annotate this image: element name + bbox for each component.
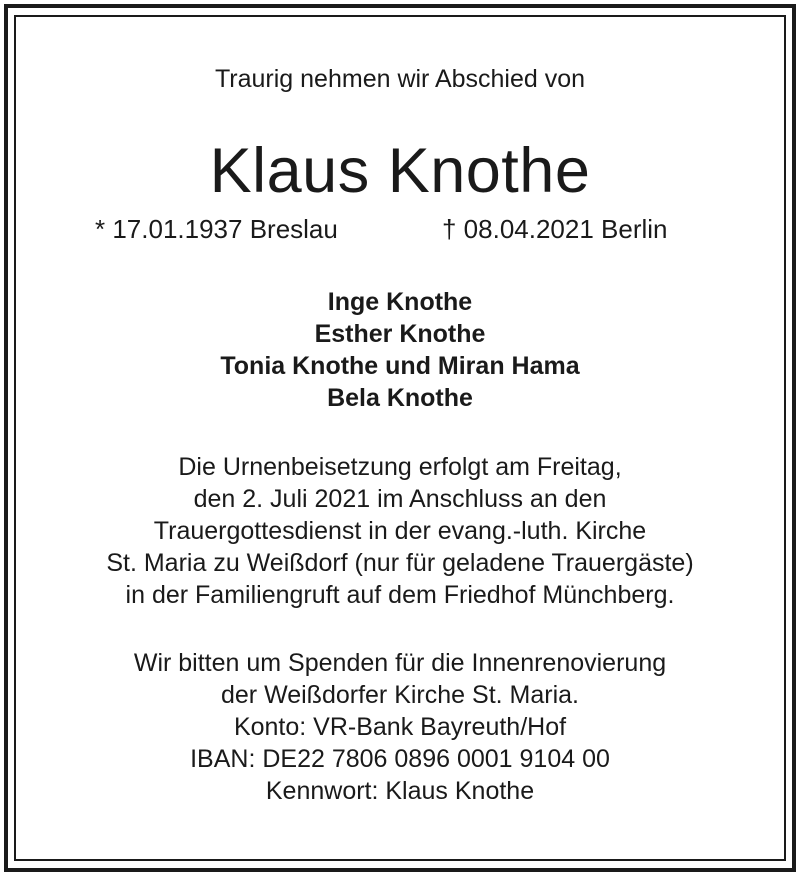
- deceased-name: Klaus Knothe: [209, 136, 591, 206]
- burial-line: St. Maria zu Weißdorf (nur für geladene Trauergäste): [106, 549, 694, 577]
- family-member: Tonia Knothe und Miran Hama: [220, 352, 580, 380]
- intro-line: Traurig nehmen wir Abschied von: [214, 65, 586, 93]
- donation-line: IBAN: DE22 7806 0896 0001 9104 00: [190, 745, 610, 773]
- family-member: Esther Knothe: [314, 320, 486, 348]
- death-date: † 08.04.2021 Berlin: [442, 214, 668, 244]
- donation-paragraph: [0, 647, 800, 807]
- donation-line: Wir bitten um Spenden für die Innenrenovierung: [133, 649, 667, 677]
- donation-line: Kennwort: Klaus Knothe: [265, 777, 535, 805]
- burial-line: den 2. Juli 2021 im Anschluss an den: [193, 485, 607, 513]
- burial-line: Die Urnenbeisetzung erfolgt am Freitag,: [178, 453, 622, 481]
- donation-line: Konto: VR-Bank Bayreuth/Hof: [233, 713, 567, 741]
- family-list: [0, 286, 800, 414]
- family-member: Inge Knothe: [327, 288, 473, 316]
- birth-date: * 17.01.1937 Breslau: [95, 214, 338, 244]
- burial-paragraph: [0, 451, 800, 611]
- family-member: Bela Knothe: [327, 384, 473, 412]
- burial-line: Trauergottesdienst in der evang.-luth. Kirche: [153, 517, 647, 545]
- donation-line: der Weißdorfer Kirche St. Maria.: [221, 681, 579, 709]
- burial-line: in der Familiengruft auf dem Friedhof Münchberg.: [125, 581, 675, 609]
